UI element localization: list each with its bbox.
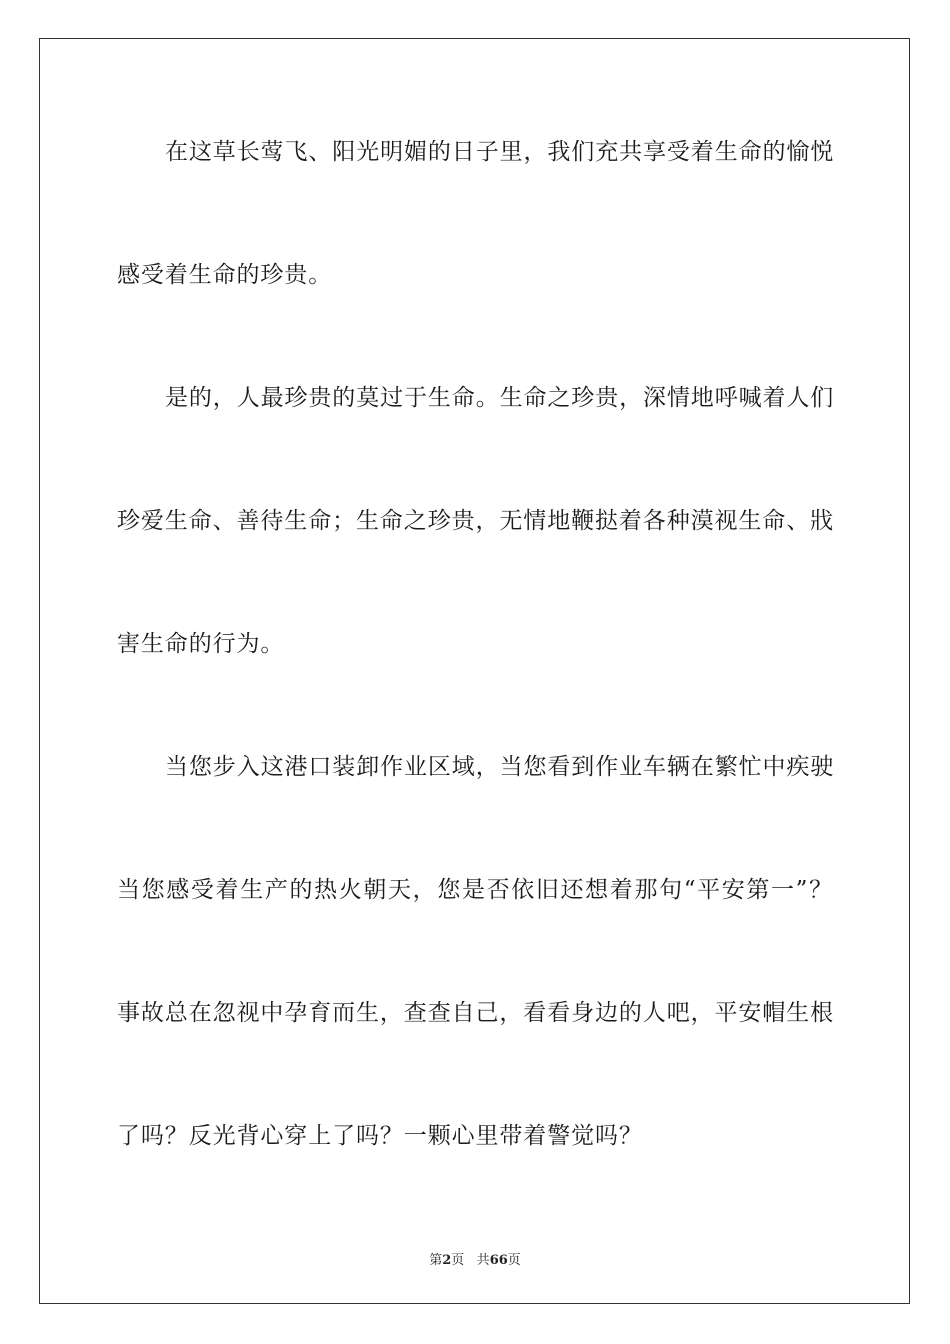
paragraph-3-line-1: 当您步入这港口装卸作业区域，当您看到作业车辆在繁忙中疾驶 [165, 754, 835, 780]
paragraph-2-line-1: 是的，人最珍贵的莫过于生命。生命之珍贵，深情地呼喊着人们 [165, 385, 835, 411]
paragraph-1-line-1: 在这草长莺飞、阳光明媚的日子里，我们充共享受着生命的愉悦 [165, 139, 835, 165]
paragraph-2-line-2: 珍爱生命、善待生命；生命之珍贵，无情地鞭挞着各种漠视生命、戕 [117, 508, 834, 534]
footer-total-suffix: 页 [507, 1253, 521, 1268]
paragraph-2-line-3: 害生命的行为。 [117, 631, 285, 657]
paragraph-1-line-2: 感受着生命的珍贵。 [117, 262, 333, 288]
footer-total-pages: 66 [489, 1253, 508, 1268]
footer-prefix: 第 [429, 1253, 443, 1268]
paragraph-3-line-3: 事故总在忽视中孕育而生，查查自己，看看身边的人吧，平安帽生根 [117, 1000, 834, 1026]
paragraph-3-line-4: 了吗？反光背心穿上了吗？一颗心里带着警觉吗？ [117, 1123, 643, 1149]
footer-total-prefix: 共 [476, 1253, 490, 1268]
footer-page-suffix: 页 [451, 1253, 465, 1268]
page-border [39, 38, 910, 1304]
footer-page-number: 2 [442, 1253, 452, 1268]
page-footer [0, 1249, 950, 1268]
paragraph-3-line-2: 当您感受着生产的热火朝天，您是否依旧还想着那句“平安第一”？ [117, 877, 833, 903]
